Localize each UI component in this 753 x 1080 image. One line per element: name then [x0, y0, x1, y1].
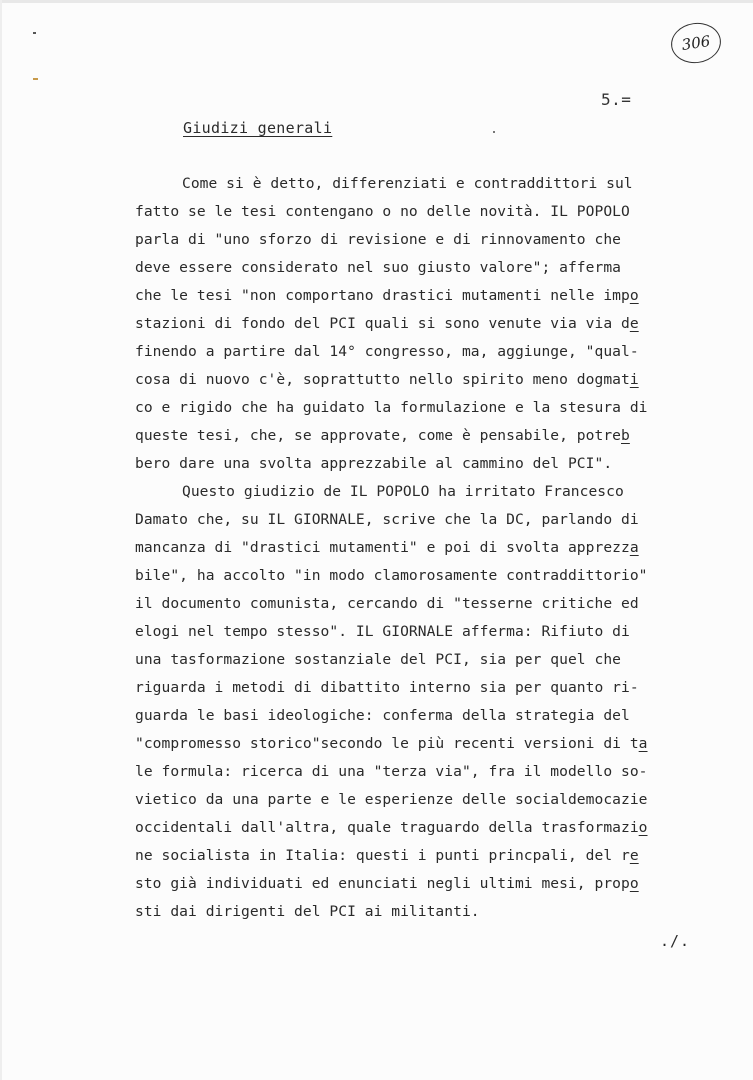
text-line: guarda le basi ideologiche: conferma della strategia del	[135, 707, 630, 724]
scan-edge-top	[0, 0, 753, 3]
text-line: occidentali dall'altra, quale traguardo della trasformazio	[135, 819, 648, 836]
text-line: cosa di nuovo c'è, soprattutto nello spirito meno dogmati	[135, 371, 639, 388]
text-line: stazioni di fondo del PCI quali si sono venute via via de	[135, 315, 639, 332]
handwritten-page-stamp	[668, 20, 723, 67]
text-line: il documento comunista, cercando di "tesserne critiche ed	[135, 595, 639, 612]
text-line: co e rigido che ha guidato la formulazione e la stesura di	[135, 399, 648, 416]
text-line: mancanza di "drastici mutamenti" e poi di svolta apprezza	[135, 539, 639, 556]
text-line: "compromesso storico"secondo le più recenti versioni di ta	[135, 735, 648, 752]
text-line: vietico da una parte e le esperienze delle socialdemocazie	[135, 791, 648, 808]
section-title: Giudizi generali	[183, 119, 333, 137]
stamp-number: 306	[680, 32, 712, 54]
scan-edge-left	[0, 0, 2, 1080]
text-line: Come si è detto, differenziati e contraddittori sul	[182, 175, 633, 192]
scan-speck	[493, 131, 495, 133]
text-line: Damato che, su IL GIORNALE, scrive che la DC, parlando di	[135, 511, 639, 528]
text-line: ne socialista in Italia: questi i punti princpali, del re	[135, 847, 639, 864]
scan-speck	[33, 32, 36, 34]
text-line: bile", ha accolto "in modo clamorosamente contraddittorio"	[135, 567, 648, 584]
text-line: riguarda i metodi di dibattito interno sia per quanto ri-	[135, 679, 639, 696]
page-number: 5.=	[601, 90, 632, 109]
text-line: che le tesi "non comportano drastici mutamenti nelle impo	[135, 287, 639, 304]
text-line: bero dare una svolta apprezzabile al cammino del PCI".	[135, 455, 613, 472]
text-line: finendo a partire dal 14° congresso, ma, aggiunge, "qual-	[135, 343, 639, 360]
text-line: deve essere considerato nel suo giusto valore"; afferma	[135, 259, 621, 276]
text-line: sto già individuati ed enunciati negli ultimi mesi, propo	[135, 875, 639, 892]
text-line: parla di "uno sforzo di revisione e di rinnovamento che	[135, 231, 621, 248]
text-line: le formula: ricerca di una "terza via", fra il modello so-	[135, 763, 648, 780]
scan-speck	[33, 78, 38, 80]
text-line: elogi nel tempo stesso". IL GIORNALE afferma: Rifiuto di	[135, 623, 630, 640]
text-line: queste tesi, che, se approvate, come è pensabile, potreb	[135, 427, 630, 444]
text-line: fatto se le tesi contengano o no delle novità. IL POPOLO	[135, 203, 630, 220]
text-line: Questo giudizio de IL POPOLO ha irritato Francesco	[182, 483, 624, 500]
text-line: sti dai dirigenti del PCI ai militanti.	[135, 903, 480, 920]
text-line: una tasformazione sostanziale del PCI, sia per quel che	[135, 651, 621, 668]
continuation-mark: ./.	[660, 932, 691, 950]
